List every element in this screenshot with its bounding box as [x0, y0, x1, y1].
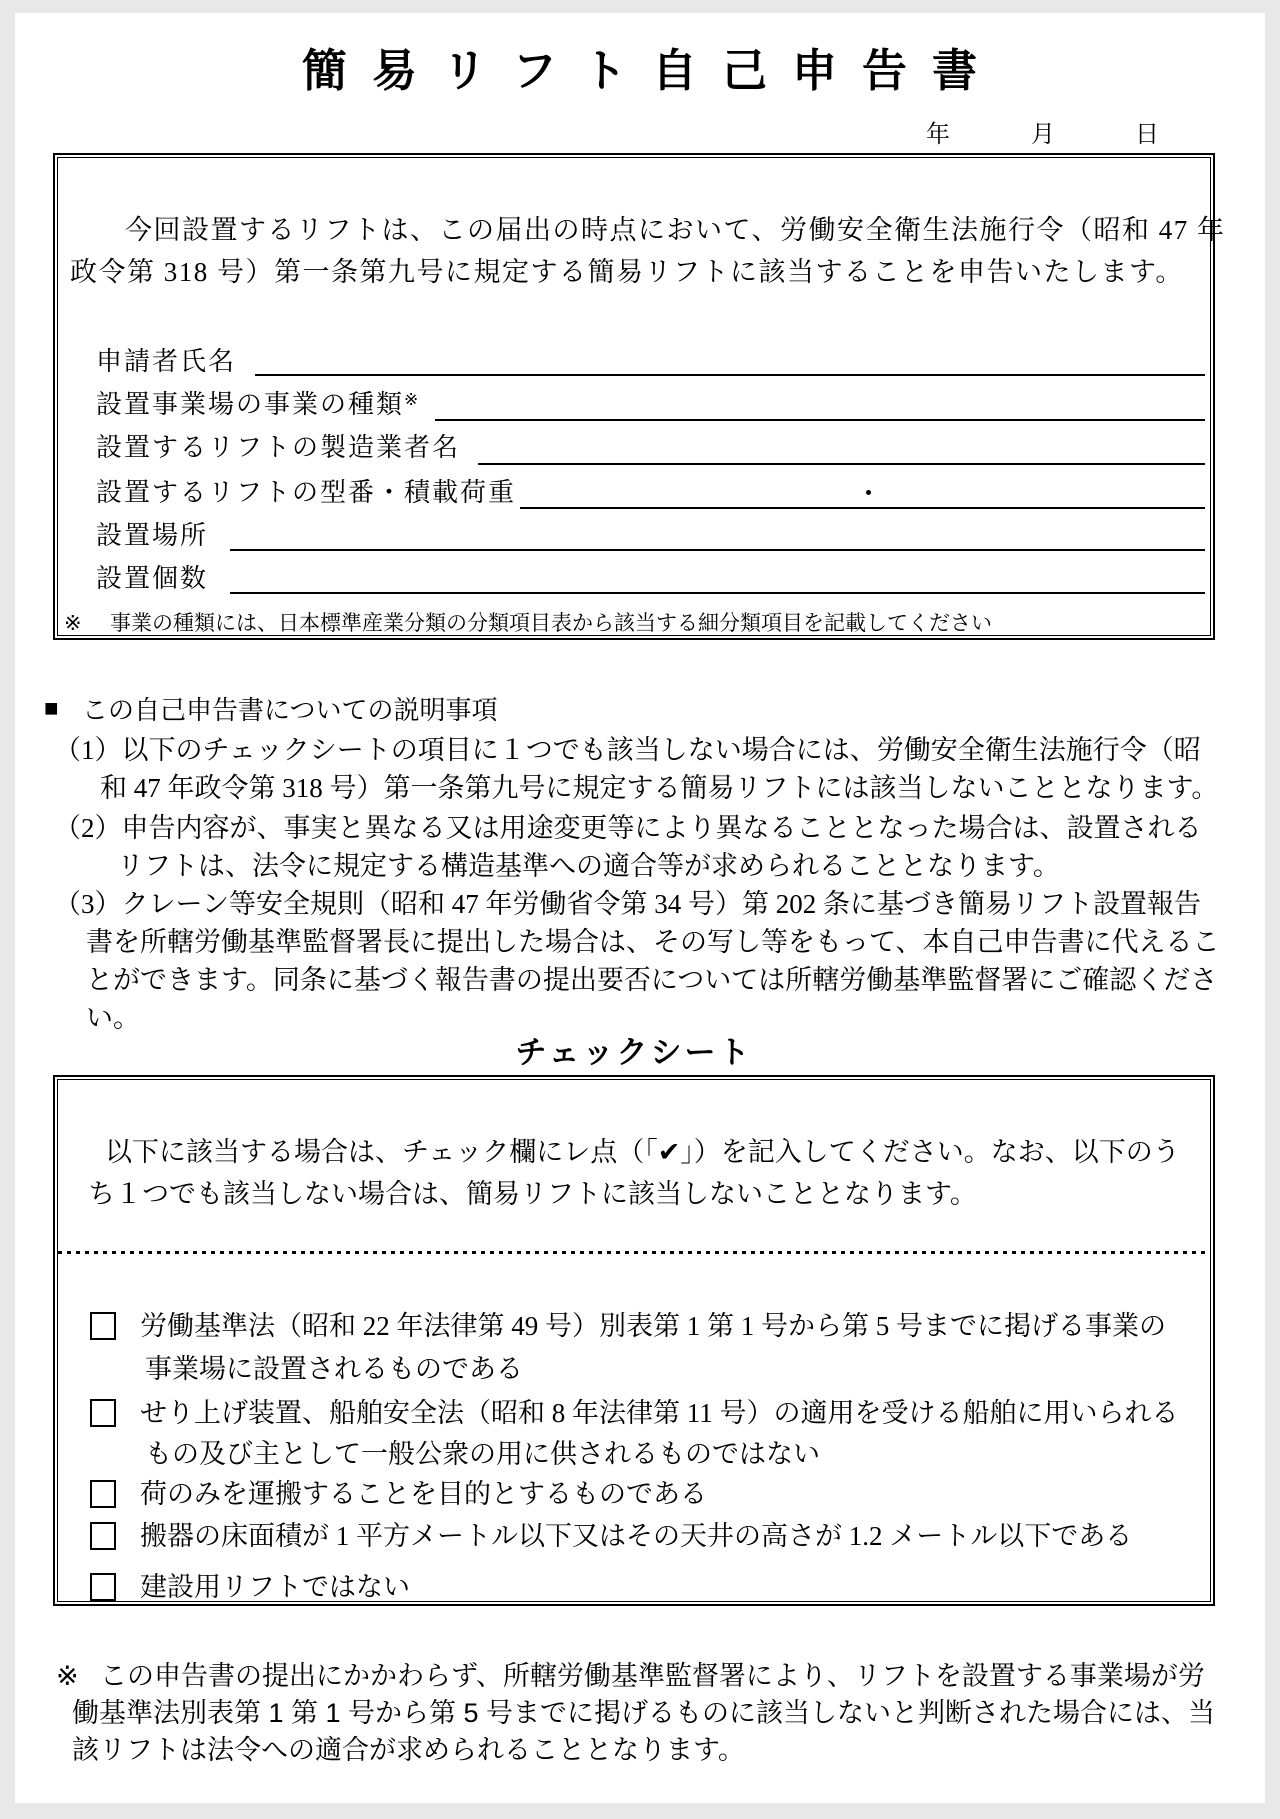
declaration-statement-line1: 今回設置するリフトは、この届出の時点において、労働安全衛生法施行令（昭和 47 年	[125, 215, 1226, 245]
check-item2-line2: もの及び主として一般公衆の用に供されるものではない	[145, 1439, 820, 1469]
section-heading-marker: ■	[44, 695, 59, 722]
field-label-install-count	[96, 563, 208, 596]
reference-mark: ※	[404, 390, 419, 409]
field-label-manufacturer	[96, 432, 460, 465]
field-label-applicant-name	[96, 346, 236, 379]
field-label-install-location	[96, 520, 208, 553]
check-item1-line2: 事業場に設置されるものである	[145, 1354, 523, 1384]
date-year-label: 年	[926, 122, 950, 148]
field-label-text: 設置するリフトの型番・積載荷重	[96, 478, 517, 507]
explanation-item3-line1: （3）クレーン等安全規則（昭和 47 年労働省令第 34 号）第 202 条に基づき簡易リフト設置報告	[54, 889, 1201, 919]
model-load-separator-dot: ・	[855, 479, 882, 509]
page-title: 簡易リフト自己申告書	[302, 45, 1003, 96]
footer-note-line1: この申告書の提出にかかわらず、所轄労働基準監督署により、リフトを設置する事業場が労	[100, 1661, 1205, 1691]
check-item2-line1: せり上げ装置、船舶安全法（昭和 8 年法律第 11 号）の適用を受ける船舶に用いられる	[140, 1398, 1179, 1428]
box-note-text: 事業の種類には、日本標準産業分類の分類項目表から該当する細分類項目を記載してください	[110, 611, 992, 635]
field-line-applicant-name[interactable]	[255, 374, 1205, 376]
checksheet-title: チェックシート	[515, 1035, 753, 1070]
explanation-item3-line4: い。	[86, 1003, 140, 1033]
footer-note-line3: 該リフトは法令への適合が求められることとなります。	[72, 1735, 745, 1765]
checkbox-not-construction-lift[interactable]	[90, 1573, 116, 1601]
footer-note-marker: ※	[56, 1661, 79, 1691]
checkbox-labor-standards[interactable]	[90, 1312, 116, 1340]
check-item1-line1: 労働基準法（昭和 22 年法律第 49 号）別表第 1 第 1 号から第 5 号までに掲げる事業の	[140, 1311, 1166, 1341]
field-label-text: 設置個数	[96, 564, 209, 593]
date-day-label: 日	[1135, 122, 1159, 148]
explanation-item2-line2: リフトは、法令に規定する構造基準への適合等が求められることとなります。	[117, 851, 1060, 881]
check-item5-line1: 建設用リフトではない	[140, 1572, 410, 1602]
check-item3-line1: 荷のみを運搬することを目的とするものである	[140, 1479, 707, 1509]
explanation-item1-line1: （1）以下のチェックシートの項目に１つでも該当しない場合には、労働安全衛生法施行令（昭	[54, 735, 1201, 765]
field-label-model-load	[96, 477, 516, 510]
field-line-install-location[interactable]	[230, 549, 1205, 551]
declaration-statement-line2: 政令第 318 号）第一条第九号に規定する簡易リフトに該当することを申告いたします。	[70, 257, 1184, 287]
box-note-marker: ※	[64, 611, 82, 635]
checkbox-cargo-only[interactable]	[90, 1480, 116, 1508]
field-line-business-type[interactable]	[435, 419, 1205, 421]
checksheet-instruction-line1: 以下に該当する場合は、チェック欄にレ点（「✔」）を記入してください。なお、以下のう	[105, 1137, 1180, 1167]
dotted-divider	[58, 1251, 1210, 1254]
field-line-install-count[interactable]	[230, 592, 1205, 594]
checkbox-floor-area[interactable]	[90, 1522, 116, 1550]
field-label-text: 設置事業場の事業の種類	[96, 390, 405, 419]
check-item4-line1: 搬器の床面積が 1 平方メートル以下又はその天井の高さが 1.2 メートル以下である	[140, 1521, 1133, 1551]
field-label-business-type	[96, 389, 418, 422]
footer-note-line2: 働基準法別表第 1 第 1 号から第 5 号までに掲げるものに該当しないと判断された場合には、当	[72, 1698, 1216, 1728]
explanation-item2-line1: （2）申告内容が、事実と異なる又は用途変更等により異なることとなった場合は、設置される	[54, 813, 1202, 843]
checksheet-instruction-line2: ち１つでも該当しない場合は、簡易リフトに該当しないこととなります。	[88, 1179, 977, 1209]
checkbox-ship-safety[interactable]	[90, 1399, 116, 1427]
section-heading-text: この自己申告書についての説明事項	[82, 695, 498, 725]
field-label-text: 設置するリフトの製造業者名	[96, 433, 461, 462]
explanation-item3-line2: 書を所轄労働基準監督署長に提出した場合は、その写し等をもって、本自己申告書に代えるこ	[86, 927, 1220, 957]
explanation-item1-line2: 和 47 年政令第 318 号）第一条第九号に規定する簡易リフトには該当しないこととなります。	[100, 773, 1219, 803]
field-label-text: 申請者氏名	[96, 347, 237, 376]
field-line-manufacturer[interactable]	[478, 463, 1205, 465]
date-month-label: 月	[1031, 122, 1055, 148]
explanation-item3-line3: とができます。同条に基づく報告書の提出要否については所轄労働基準監督署にご確認くださ	[86, 965, 1218, 995]
field-label-text: 設置場所	[96, 521, 209, 550]
